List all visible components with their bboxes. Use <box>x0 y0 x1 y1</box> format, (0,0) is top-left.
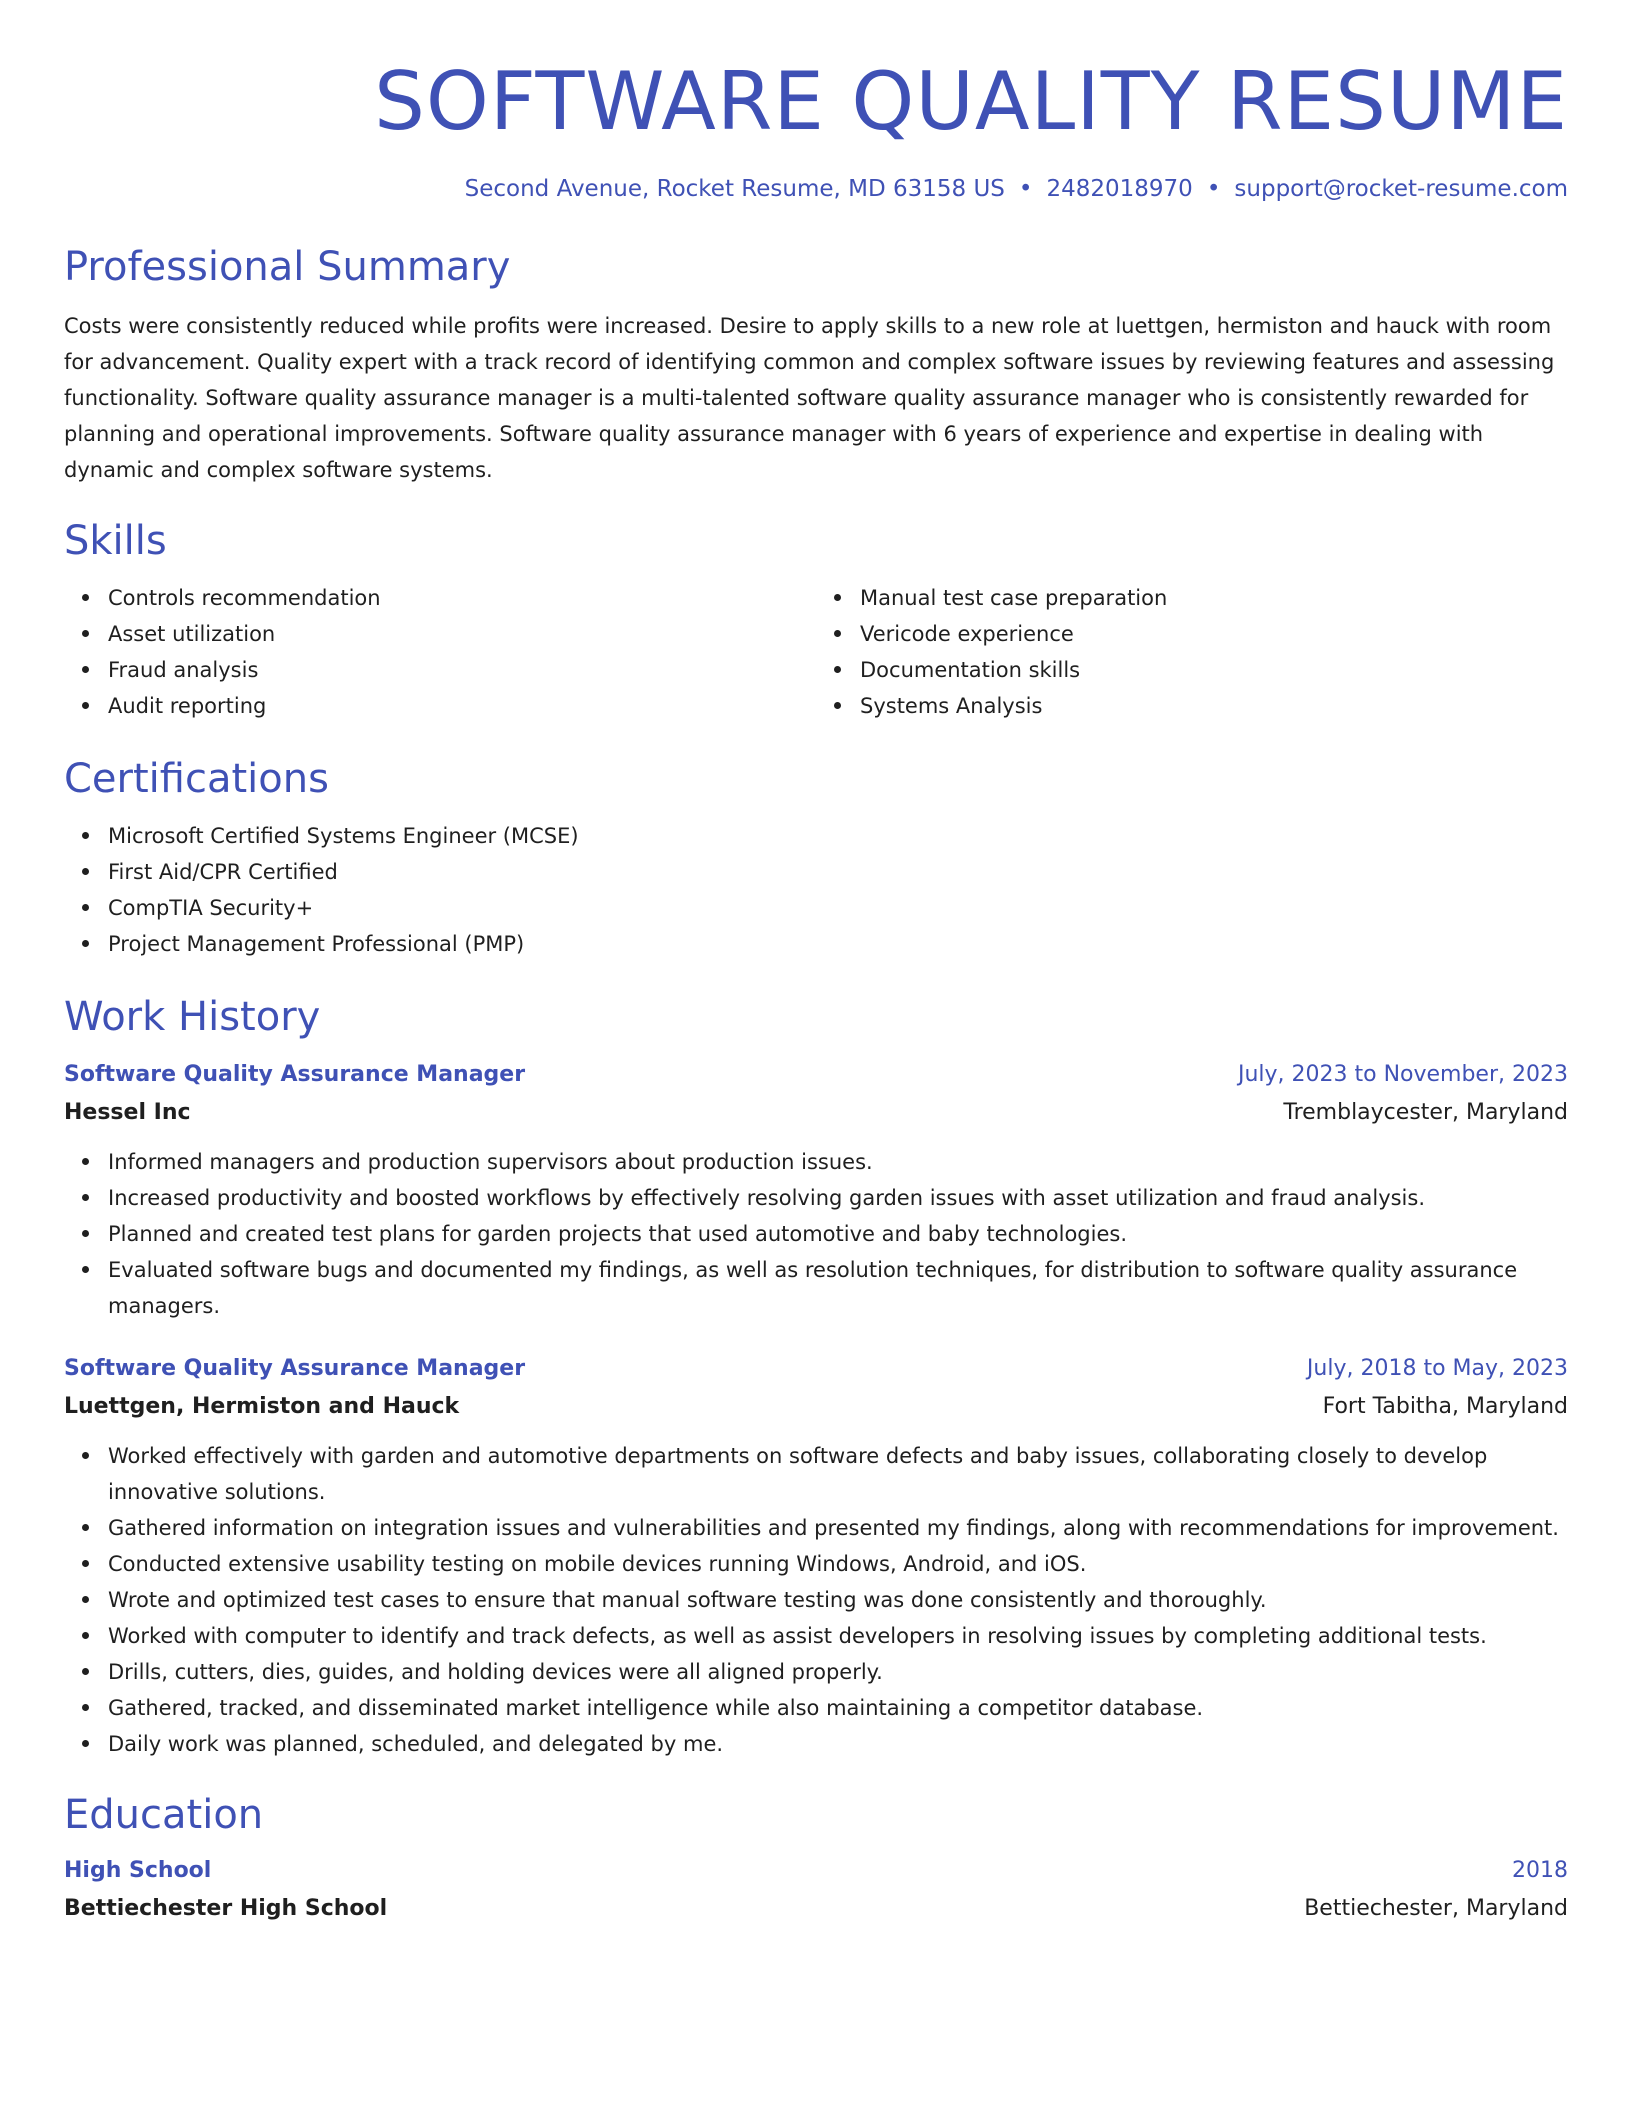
education-heading: Education <box>64 1792 264 1838</box>
summary-text: Costs were consistently reduced while profits were increased. Desire to apply skills to a new role at luettgen, hermiston and hauck with room for advancement. Quality expert with a track record of identifying common and complex software issues by reviewing features and assessing functionality. Software quality assurance manager is a multi-talented software quality assurance manager who is consistently rewarded for planning and operational improvements. Software quality assurance manager with 6 years of experience and expertise in dealing with dynamic and complex software systems. <box>64 314 1555 482</box>
job-duty: Evaluated software bugs and documented my findings, as well as resolution techniques, for distribution to software quality assurance managers. <box>108 1252 1568 1324</box>
contact-line <box>64 174 1568 204</box>
work-history-heading: Work History <box>64 994 321 1040</box>
skills-columns <box>64 580 1568 724</box>
skills-list-right <box>816 580 1568 724</box>
resume-header <box>64 52 1568 204</box>
skill-item: Audit reporting <box>108 688 816 724</box>
certification-item: Microsoft Certified Systems Engineer (MCSE) <box>108 818 1568 854</box>
certifications-list <box>64 818 1568 962</box>
education-header-row <box>64 1852 1568 1890</box>
education-school-row <box>64 1890 1568 1928</box>
skill-item: Manual test case preparation <box>860 580 1568 616</box>
skill-item: Controls recommendation <box>108 580 816 616</box>
job-duty: Increased productivity and boosted workflows by effectively resolving garden issues with asset utilization and fraud analysis. <box>108 1180 1568 1216</box>
job-duty: Daily work was planned, scheduled, and delegated by me. <box>108 1726 1568 1762</box>
job-duty: Conducted extensive usability testing on mobile devices running Windows, Android, and iOS. <box>108 1546 1568 1582</box>
job-duty: Worked effectively with garden and automotive departments on software defects and baby issues, collaborating closely to develop innovative solutions. <box>108 1438 1568 1510</box>
job-company: Luettgen, Hermiston and Hauck <box>64 1394 460 1419</box>
certification-item: First Aid/CPR Certified <box>108 854 1568 890</box>
skill-item: Documentation skills <box>860 652 1568 688</box>
skill-item: Vericode experience <box>860 616 1568 652</box>
education-entry <box>64 1852 1568 1928</box>
job-dates: July, 2023 to November, 2023 <box>1237 1062 1568 1087</box>
job-company-row <box>64 1094 1568 1132</box>
skill-item: Systems Analysis <box>860 688 1568 724</box>
job-duty: Planned and created test plans for garden projects that used automotive and baby technologies. <box>108 1216 1568 1252</box>
certification-item: Project Management Professional (PMP) <box>108 926 1568 962</box>
contact-email: support@rocket-resume.com <box>1234 176 1568 202</box>
job-duty: Informed managers and production supervisors about production issues. <box>108 1144 1568 1180</box>
contact-separator: • <box>1206 176 1221 202</box>
job-role: Software Quality Assurance Manager <box>64 1062 526 1087</box>
skill-item: Asset utilization <box>108 616 816 652</box>
job-header-row <box>64 1350 1568 1388</box>
education-degree: High School <box>64 1858 212 1883</box>
job-company: Hessel Inc <box>64 1100 191 1125</box>
job-company-row <box>64 1388 1568 1426</box>
job-duty: Gathered information on integration issues and vulnerabilities and presented my findings, along with recommendations for improvement. <box>108 1510 1568 1546</box>
resume-title: SOFTWARE QUALITY RESUME <box>374 55 1568 148</box>
job-dates: July, 2018 to May, 2023 <box>1306 1356 1568 1381</box>
skills-heading: Skills <box>64 518 167 564</box>
job-duties-list <box>64 1438 1568 1762</box>
job-duty: Drills, cutters, dies, guides, and holding devices were all aligned properly. <box>108 1654 1568 1690</box>
job-duties-list <box>64 1144 1568 1324</box>
certification-item: CompTIA Security+ <box>108 890 1568 926</box>
job-entry <box>64 1350 1568 1762</box>
job-location: Tremblaycester, Maryland <box>1283 1100 1568 1125</box>
job-header-row <box>64 1056 1568 1094</box>
job-duty: Gathered, tracked, and disseminated market intelligence while also maintaining a competitor database. <box>108 1690 1568 1726</box>
education-year: 2018 <box>1512 1858 1568 1883</box>
skill-item: Fraud analysis <box>108 652 816 688</box>
job-entry <box>64 1056 1568 1324</box>
job-location: Fort Tabitha, Maryland <box>1322 1394 1568 1419</box>
education-location: Bettiechester, Maryland <box>1304 1896 1568 1921</box>
job-duty: Worked with computer to identify and track defects, as well as assist developers in resolving issues by completing additional tests. <box>108 1618 1568 1654</box>
job-role: Software Quality Assurance Manager <box>64 1356 526 1381</box>
job-duty: Wrote and optimized test cases to ensure that manual software testing was done consistently and thoroughly. <box>108 1582 1568 1618</box>
contact-address: Second Avenue, Rocket Resume, MD 63158 US <box>464 176 1005 202</box>
skills-list-left <box>64 580 816 724</box>
education-school: Bettiechester High School <box>64 1896 388 1921</box>
contact-phone: 2482018970 <box>1046 176 1193 202</box>
contact-separator: • <box>1018 176 1033 202</box>
summary-heading: Professional Summary <box>64 244 511 290</box>
certifications-heading: Certifications <box>64 756 329 802</box>
